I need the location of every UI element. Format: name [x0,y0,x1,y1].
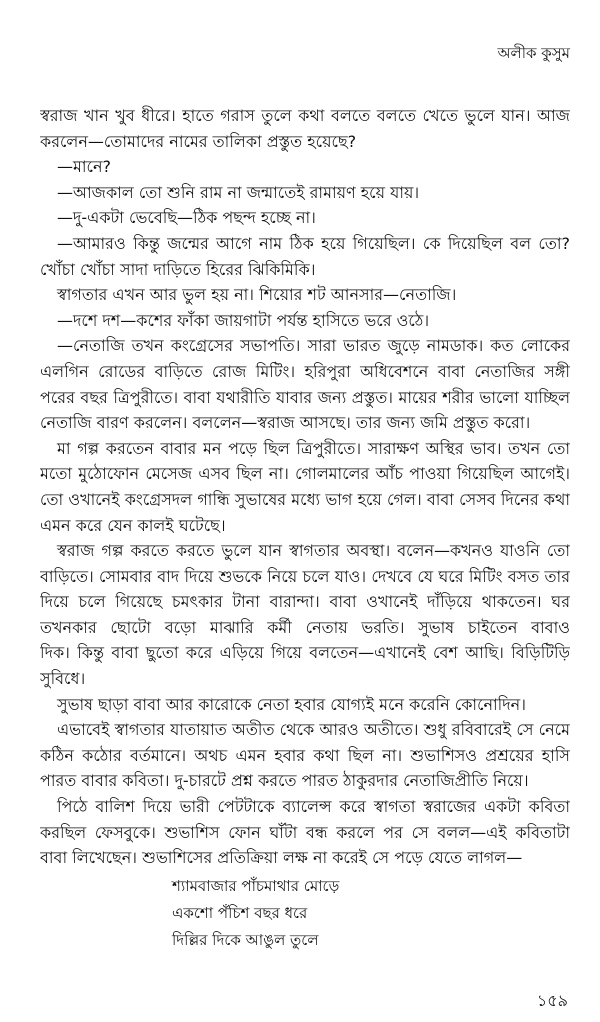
text-line: স্বরাজ গল্প করতে করতে ভুলে যান স্বাগতার অবস্থা। বলেন—কখনও যাওনি তো [57,541,570,561]
poem-line: একশো পঁচিশ বছর ধরে [172,904,308,922]
text-line: নেতাজি বারণ করলেন। বললেন—স্বরাজ আসছে। তার জন্য জমি প্রস্তুত করো। [40,413,531,433]
text-line: স্বাগতার এখন আর ভুল হয় না। শিয়োর শট আনসার—নেতাজি। [57,285,457,305]
text-line: দিক। কিন্তু বাবা ছুতো করে এড়িয়ে গিয়ে বলতেন—এখানেই বেশ আছি। বিড়িটিড়ি [40,643,570,663]
text-line: তো ওখানেই কংগ্রেসদল গান্ধি সুভাষের মধ্যে ভাগ হয়ে গেল। বাবা সেসব দিনের কথা [40,489,570,509]
text-line: —দু-একটা ভেবেছি—ঠিক পছন্দ হচ্ছে না। [57,208,316,228]
page-body-text [40,103,570,871]
text-line: এমন করে যেন কালই ঘটেছে। [40,515,226,535]
text-line: পারত বাবার কবিতা। দু-চারটে প্রশ্ন করতে পারত ঠাকুরদার নেতাজিপ্রীতি নিয়ে। [40,771,529,791]
text-line: সুভাষ ছাড়া বাবা আর কারোকে নেতা হবার যোগ্যই মনে করেনি কোনোদিন। [57,694,526,714]
text-line: এভাবেই স্বাগতার যাতায়াত অতীত থেকে আরও অতীতে। শুধু রবিবারেই সে নেমে [57,720,570,740]
text-line: বাড়িতে। সোমবার বাদ দিয়ে শুভকে নিয়ে চলে যাও। দেখবে যে ঘরে মিটিং বসত তার [40,566,570,586]
poem-excerpt [172,873,339,954]
text-line: করছিল ফেসবুকে। শুভাশিস ফোন ঘাঁটা বন্ধ করলে পর সে বলল—এই কবিতাটা [40,822,570,842]
text-line: —আজকাল তো শুনি রাম না জন্মাতেই রামায়ণ হয়ে যায়। [57,182,420,202]
page-number: ১৫৯ [536,991,568,1010]
text-line: —আমারও কিন্তু জন্মের আগে নাম ঠিক হয়ে গিয়েছিল। কে দিয়েছিল বল তো? [57,233,570,253]
text-line: বাবা লিখেছেন। শুভাশিসের প্রতিক্রিয়া লক্ষ না করেই সে পড়ে যেতে লাগল— [40,848,523,868]
text-line: —নেতাজি তখন কংগ্রেসের সভাপতি। সারা ভারত জুড়ে নামডাক। কত লোকের [57,336,570,356]
text-line: পিঠে বালিশ দিয়ে ভারী পেটটাকে ব্যালেন্স করে স্বাগতা স্বরাজের একটা কবিতা [57,797,570,817]
poem-line: দিল্লির দিকে আঙুল তুলে [172,931,319,949]
poem-line: শ্যামবাজার পাঁচমাথার মোড়ে [172,877,340,895]
text-line: মতো মুঠোফোন মেসেজ এসব ছিল না। গোলমালের আঁচ পাওয়া গিয়েছিল আগেই। [40,464,570,484]
text-line: মা গল্প করতেন বাবার মন পড়ে ছিল ত্রিপুরীতে। সারাক্ষণ অস্থির ভাব। তখন তো [57,438,570,458]
text-line: তখনকার ছোটো বড়ো মাঝারি কর্মী নেতায় ভরতি। সুভাষ চাইতেন বাবাও [40,617,570,637]
text-line: খোঁচা খোঁচা সাদা দাড়িতে হিরের ঝিকিমিকি। [40,259,316,279]
running-title: অলীক কুসুম [497,44,570,62]
text-line: এলগিন রোডের বাড়িতে রোজ মিটিং। হরিপুরা অধিবেশনে বাবা নেতাজির সঙ্গী [40,361,570,381]
text-line: দিয়ে চলে গিয়েছে চমৎকার টানা বারান্দা। বাবা ওখানেই দাঁড়িয়ে থাকতেন। ঘর [40,592,570,612]
text-line: কঠিন কঠোর বর্তমানে। অথচ এমন হবার কথা ছিল না। শুভাশিসও প্রশ্রয়ের হাসি [40,745,570,765]
text-line: পরের বছর ত্রিপুরীতে। বাবা যথারীতি যাবার জন্য প্রস্তুত। মায়ের শরীর ভালো যাচ্ছিল [40,387,570,407]
text-line: —মানে? [57,157,111,177]
text-line: করলেন—তোমাদের নামের তালিকা প্রস্তুত হয়েছে? [40,131,357,151]
text-line: সুবিধে। [40,669,86,689]
text-line: স্বরাজ খান খুব ধীরে। হাতে গরাস তুলে কথা বলতে বলতে খেতে ভুলে যান। আজ [40,106,570,125]
text-line: —দশে দশ—কশের ফাঁকা জায়গাটা পর্যন্ত হাসিতে ভরে ওঠে। [57,310,430,330]
